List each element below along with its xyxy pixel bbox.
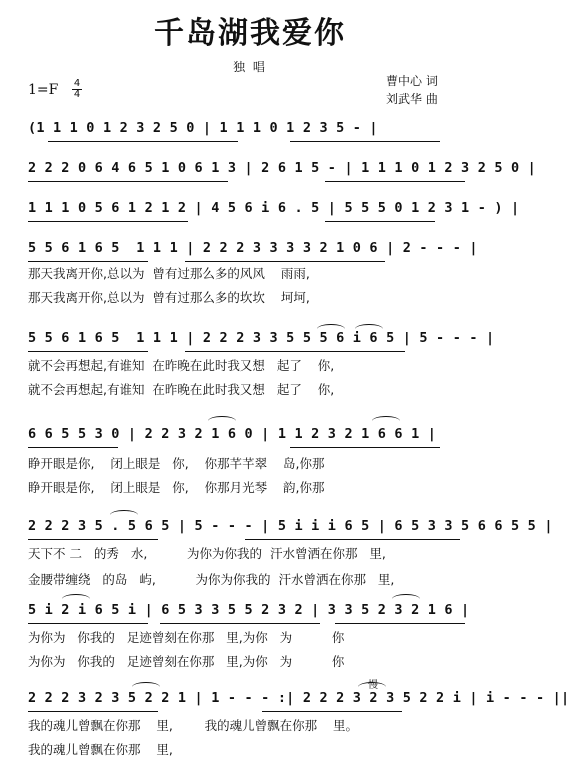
- notation-line: 2 2 2 0 6 4 6 5 1 0 6 1 3 | 2 6 1 5 - | 1 1 1 0 1 2 3 2 5 0 |: [28, 160, 536, 176]
- key-signature: 1=F: [28, 82, 59, 98]
- notation-line: 6 6 5 5 3 0 | 2 2 3 2 1 6 0 | 1 1 2 3 2 1 6 6 1 |: [28, 426, 437, 442]
- tempo-mark-slow: 慢: [368, 680, 378, 691]
- lyric-verse-2: 那天我离开你,总以为 曾有过那么多的坎坎 坷坷,: [28, 290, 310, 305]
- lyric-verse-2: 睁开眼是你, 闭上眼是 你, 你那月光琴 韵,你那: [28, 480, 325, 495]
- lyric-verse-1: 睁开眼是你, 闭上眼是 你, 你那芊芊翠 岛,你那: [28, 456, 325, 471]
- beam-line: [28, 711, 158, 712]
- beam-line: [262, 711, 402, 712]
- lyricist-credit: 曹中心 词: [386, 74, 438, 88]
- lyric-verse-2: 金腰带缠绕 的岛 屿, 为你为你我的 汗水曾洒在你那 里,: [28, 572, 395, 587]
- beam-line: [28, 351, 148, 352]
- time-signature: [72, 79, 82, 100]
- lyric-verse-2: 为你为 你我的 足迹曾刻在你那 里,为你 为 你: [28, 654, 345, 669]
- notation-line: 2 2 2 3 2 3 5 2 2 1 | 1 - - - :| 2 2 2 3 2 3 5 2 2 i | i - - - ||: [28, 690, 569, 706]
- lyric-verse-2: 就不会再想起,有谁知 在昨晚在此时我又想 起了 你,: [28, 382, 335, 397]
- beam-line: [185, 351, 405, 352]
- beam-line: [28, 181, 228, 182]
- beam-line: [28, 447, 118, 448]
- beam-line: [28, 623, 148, 624]
- lyric-verse-1: 为你为 你我的 足迹曾刻在你那 里,为你 为 你: [28, 630, 345, 645]
- notation-line: (1 1 1 0 1 2 3 2 5 0 | 1 1 1 0 1 2 3 5 - |: [28, 120, 378, 136]
- notation-line: 1 1 1 0 5 6 1 2 1 2 | 4 5 6 i 6 . 5 | 5 5 5 0 1 2 3 1 - ) |: [28, 200, 520, 216]
- beam-line: [245, 539, 460, 540]
- tie-slur: [208, 416, 236, 426]
- lyric-verse-2: 我的魂儿曾飘在你那 里,: [28, 742, 173, 757]
- beam-line: [28, 261, 148, 262]
- composer-credit: 刘武华 曲: [386, 92, 438, 106]
- beam-line: [325, 221, 435, 222]
- notation-line: 2 2 2 3 5 . 5 6 5 | 5 - - - | 5 i i i 6 5 | 6 5 3 3 5 6 6 5 5 |: [28, 518, 553, 534]
- time-signature-bottom: 4: [73, 89, 81, 100]
- beam-line: [160, 623, 320, 624]
- lyric-verse-1: 那天我离开你,总以为 曾有过那么多的风风 雨雨,: [28, 266, 310, 281]
- lyric-verse-1: 我的魂儿曾飘在你那 里, 我的魂儿曾飘在你那 里。: [28, 718, 359, 733]
- beam-line: [28, 221, 188, 222]
- beam-line: [290, 141, 440, 142]
- time-signature-top: 4: [73, 78, 81, 89]
- beam-line: [325, 181, 465, 182]
- tie-slur: [372, 416, 400, 426]
- beam-line: [28, 539, 158, 540]
- lyric-verse-1: 天下不 二 的秀 水, 为你为你我的 汗水曾洒在你那 里,: [28, 546, 386, 561]
- performance-type: 独 唱: [233, 60, 267, 74]
- beam-line: [335, 623, 465, 624]
- notation-line: 5 5 6 1 6 5 1 1 1 | 2 2 2 3 3 5 5 5 6 i 6 5 | 5 - - - |: [28, 330, 495, 346]
- beam-line: [185, 261, 385, 262]
- beam-line: [48, 141, 238, 142]
- song-title: 千岛湖我爱你: [154, 16, 346, 51]
- notation-line: 5 5 6 1 6 5 1 1 1 | 2 2 2 3 3 3 3 2 1 0 6 | 2 - - - |: [28, 240, 478, 256]
- beam-line: [290, 447, 440, 448]
- notation-line: 5 i 2 i 6 5 i | 6 5 3 3 5 5 2 3 2 | 3 3 5 2 3 2 1 6 |: [28, 602, 470, 618]
- lyric-verse-1: 就不会再想起,有谁知 在昨晚在此时我又想 起了 你,: [28, 358, 335, 373]
